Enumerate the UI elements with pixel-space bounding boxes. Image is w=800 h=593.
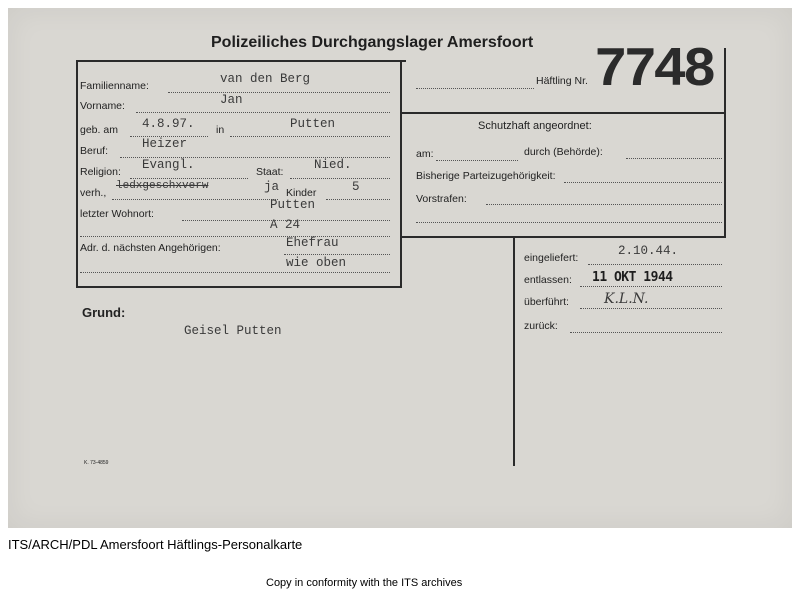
religion-label: Religion:	[80, 166, 121, 178]
beruf-value: Heizer	[142, 137, 188, 151]
durch-label: durch (Behörde):	[524, 146, 603, 158]
geb-value: 4.8.97.	[142, 117, 195, 131]
entlassen-label: entlassen:	[524, 274, 572, 286]
right-box-right	[724, 48, 726, 238]
in-label: in	[216, 124, 225, 136]
ueberfuehrt-label: überführt:	[524, 296, 569, 308]
left-box-right	[400, 60, 402, 288]
familienname-value: van den Berg	[220, 72, 311, 86]
angehoerige-value-2: wie oben	[286, 256, 347, 270]
entlassen-line	[580, 286, 722, 287]
staat-value: Nied.	[314, 158, 352, 172]
kinder-label: Kinder	[286, 187, 317, 199]
geb-label: geb. am	[80, 124, 118, 136]
beruf-label: Beruf:	[80, 145, 109, 157]
am-line	[436, 160, 518, 161]
angehoerige-line-2	[80, 272, 390, 273]
right-box-top	[402, 112, 726, 114]
ueberfuehrt-value: K.L.N.	[604, 291, 649, 307]
right-box-bottom	[402, 236, 726, 238]
eingeliefert-value: 2.10.44.	[618, 244, 679, 258]
wohnort-label: letzter Wohnort:	[80, 208, 154, 220]
geb-ort-line	[230, 136, 390, 137]
left-box-bottom	[76, 286, 402, 288]
haeftling-line	[416, 88, 534, 89]
ueberfuehrt-line	[580, 308, 722, 309]
vorname-label: Vorname:	[80, 100, 125, 112]
source-caption: ITS/ARCH/PDL Amersfoort Häftlings-Personalkarte	[8, 537, 303, 552]
archive-note: Copy in conformity with the ITS archives	[266, 577, 463, 589]
staat-label: Staat:	[256, 166, 284, 178]
kinder-line	[326, 199, 390, 200]
haeftling-nr-label: Häftling Nr.	[536, 75, 588, 87]
religion-value: Evangl.	[142, 158, 195, 172]
grund-value: Geisel Putten	[184, 324, 282, 338]
vorstrafen-line	[486, 204, 722, 205]
status-divider	[513, 238, 515, 466]
geb-ort-value: Putten	[290, 117, 336, 131]
wohnort-value: Putten	[270, 198, 316, 212]
left-box-top	[76, 60, 406, 62]
am-label: am:	[416, 148, 434, 160]
eingeliefert-label: eingeliefert:	[524, 252, 579, 264]
wohnort-value-2: A 24	[270, 218, 301, 232]
vorname-value: Jan	[220, 93, 243, 107]
verh-value: ja	[264, 180, 280, 194]
staat-line	[290, 178, 390, 179]
durch-line	[626, 158, 722, 159]
vorstrafen-label: Vorstrafen:	[416, 193, 467, 205]
verh-struck-text: ledxgeschxverw	[116, 180, 209, 192]
kinder-value: 5	[352, 180, 360, 194]
zurueck-line	[570, 332, 722, 333]
entlassen-stamp: 11 OKT 1944	[592, 270, 673, 285]
angehoerige-value: Ehefrau	[286, 236, 339, 250]
form-code: K. 73-4859	[84, 460, 109, 466]
familienname-line	[168, 92, 390, 93]
angehoerige-label: Adr. d. nächsten Angehörigen:	[80, 242, 221, 254]
vorstrafen-line-2	[416, 222, 722, 223]
partei-line	[564, 182, 722, 183]
zurueck-label: zurück:	[524, 320, 558, 332]
vorname-line	[136, 112, 390, 113]
eingeliefert-line	[588, 264, 722, 265]
verh-line	[112, 199, 278, 200]
wohnort-line-2	[80, 236, 390, 237]
schutzhaft-label: Schutzhaft angeordnet:	[478, 120, 592, 132]
prisoner-card	[8, 8, 792, 528]
religion-line	[130, 178, 248, 179]
grund-label: Grund:	[82, 305, 126, 320]
partei-label: Bisherige Parteizugehörigkeit:	[416, 170, 556, 182]
angehoerige-line	[284, 254, 390, 255]
familienname-label: Familienname:	[80, 80, 149, 92]
card-title: Polizeiliches Durchgangslager Amersfoort	[211, 34, 534, 51]
left-box-left	[76, 60, 78, 288]
verh-label: verh.,	[80, 187, 107, 199]
haeftling-number: 7748	[594, 38, 713, 102]
